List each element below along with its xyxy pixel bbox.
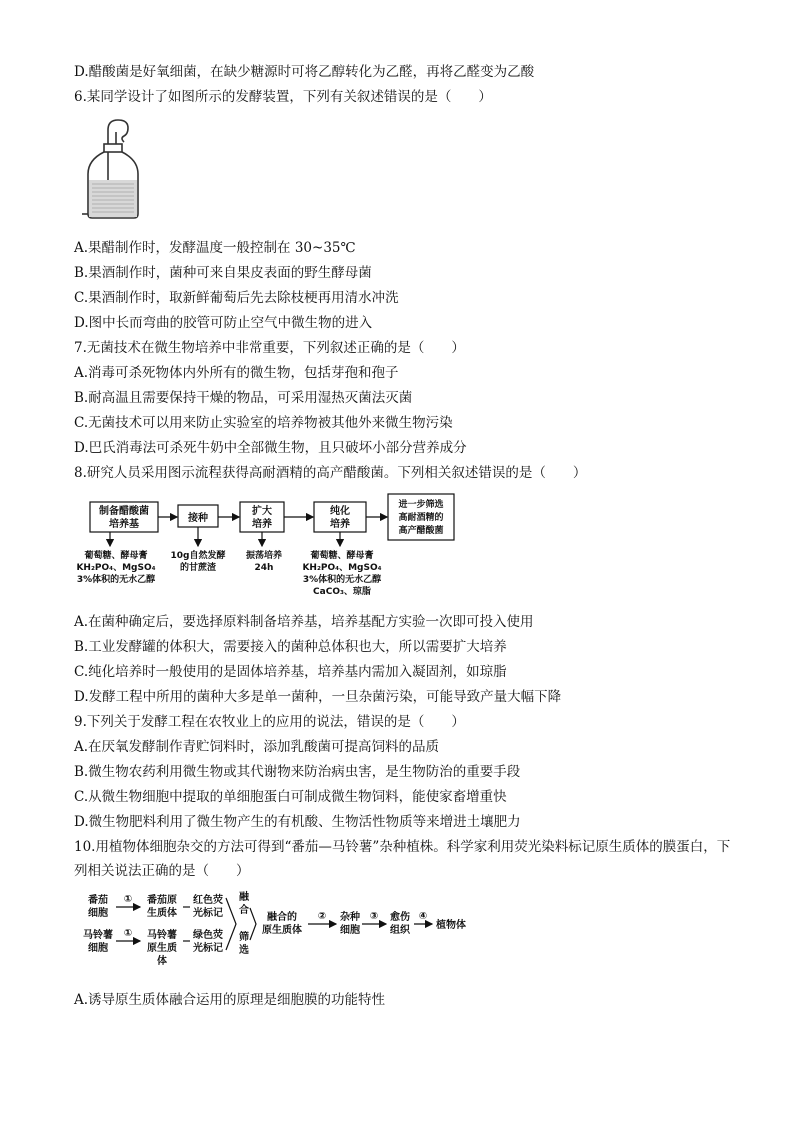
q8-flowchart (76, 492, 460, 608)
box4-label-1: 纯化 (330, 506, 350, 517)
tomato-proto-2: 生质体 (147, 908, 177, 919)
box5-label-3: 高产醋酸菌 (398, 526, 444, 536)
fuse-char-4: 选 (239, 945, 249, 956)
note4-line-1: 葡萄糖、酵母膏 (310, 551, 374, 561)
q8-option-c: C.纯化培养时一般使用的是固体培养基，培养基内需加入凝固剂，如琼脂 (74, 664, 507, 680)
note3-line-1: 振荡培养 (245, 551, 283, 561)
q9-option-c: C.从微生物细胞中提取的单细胞蛋白可制成微生物饲料，能使家畜增重快 (74, 789, 507, 805)
hybrid-cell-1: 杂种 (340, 912, 360, 923)
q8-option-a: A.在菌种确定后，要选择原料制备培养基，培养基配方实验一次即可投入使用 (74, 614, 534, 630)
note4-line-3: 3%体积的无水乙醇 (302, 575, 382, 585)
hybrid-cell-2: 细胞 (340, 925, 360, 936)
green-label-1: 绿色荧 (193, 930, 223, 941)
potato-proto-3: 体 (157, 956, 167, 967)
fused-proto-1: 融合的 (267, 912, 297, 923)
note1-line-1: 葡萄糖、酵母膏 (84, 551, 148, 561)
step4: ④ (418, 911, 428, 922)
box3-label-2: 培养 (252, 519, 272, 530)
box2-label: 接种 (188, 513, 208, 524)
q8-stem: 8.研究人员采用图示流程获得高耐酒精的高产醋酸菌。下列相关叙述错误的是（ ） (74, 465, 587, 481)
box1-label-1: 制备醋酸菌 (99, 506, 149, 517)
q7-option-a: A.消毒可杀死物体内外所有的微生物，包括芽孢和孢子 (74, 365, 399, 381)
q9-option-d: D.微生物肥料利用了微生物产生的有机酸、生物活性物质等来增进土壤肥力 (74, 814, 521, 830)
note3-line-2: 24h (254, 563, 274, 573)
note4-line-4: CaCO₃、琼脂 (313, 587, 371, 597)
potato-cell-1: 马铃薯 (83, 930, 113, 941)
fuse-char-1: 融 (239, 892, 249, 903)
fermentation-liquid (89, 180, 137, 217)
tomato-proto-1: 番茄原 (147, 895, 177, 906)
callus-1: 愈伤 (390, 912, 410, 923)
merge-bracket (226, 898, 236, 950)
potato-proto-2: 原生质 (147, 943, 177, 954)
step1-top: ① (123, 894, 133, 905)
q6-option-b: B.果酒制作时，菌种可来自果皮表面的野生酵母菌 (74, 265, 372, 281)
q8-option-d: D.发酵工程中所用的菌种大多是单一菌种，一旦杂菌污染，可能导致产量大幅下降 (74, 689, 562, 705)
q9-option-a: A.在厌氧发酵制作青贮饲料时，添加乳酸菌可提高饲料的品质 (74, 739, 440, 755)
box4-label-2: 培养 (330, 519, 350, 530)
q9-stem: 9.下列关于发酵工程在农牧业上的应用的说法，错误的是（ ） (74, 714, 465, 730)
step1-bottom: ① (123, 928, 133, 939)
q10-stem: 10.用植物体细胞杂交的方法可得到“番茄—马铃薯”杂种植株。科学家利用荧光染料标记原生质体的膜蛋白，下列相关说法正确的是（ ） (74, 839, 731, 879)
stopper (104, 144, 122, 152)
box1-label-2: 培养基 (109, 519, 139, 530)
box3-label-1: 扩大 (252, 506, 272, 517)
q10-flowchart (80, 888, 466, 978)
red-label-1: 红色荧 (193, 895, 223, 906)
note1-line-2: KH₂PO₄、MgSO₄ (76, 563, 156, 573)
red-label-2: 光标记 (193, 908, 223, 919)
note4-line-2: KH₂PO₄、MgSO₄ (302, 563, 382, 573)
q9-option-b: B.微生物农药利用微生物或其代谢物来防治病虫害，是生物防治的重要手段 (74, 764, 521, 780)
q8-option-b: B.工业发酵罐的体积大，需要接入的菌种总体积也大，所以需要扩大培养 (74, 639, 507, 655)
tomato-cell-1: 番茄 (88, 895, 108, 906)
q6-option-c: C.果酒制作时，取新鲜葡萄后先去除枝梗再用清水冲洗 (74, 290, 399, 306)
step3: ③ (369, 911, 379, 922)
q6-stem: 6.某同学设计了如图所示的发酵装置，下列有关叙述错误的是（ ） (74, 89, 492, 105)
q7-option-c: C.无菌技术可以用来防止实验室的培养物被其他外来微生物污染 (74, 415, 453, 431)
potato-cell-2: 细胞 (88, 943, 108, 954)
fermentation-apparatus-figure (80, 118, 144, 224)
q6-option-d: D.图中长而弯曲的胶管可防止空气中微生物的进入 (74, 315, 373, 331)
q7-option-d: D.巴氏消毒法可杀死牛奶中全部微生物，且只破坏小部分营养成分 (74, 440, 467, 456)
q10-option-a: A.诱导原生质体融合运用的原理是细胞膜的功能特性 (74, 992, 386, 1008)
note2-line-1: 10g自然发酵 (170, 551, 226, 561)
step2: ② (317, 911, 327, 922)
q5-option-d: D.醋酸菌是好氧细菌，在缺少糖源时可将乙醇转化为乙醛，再将乙醛变为乙酸 (74, 64, 535, 80)
fuse-char-3: 筛 (239, 932, 249, 943)
plant-label: 植物体 (436, 920, 466, 931)
potato-proto-1: 马铃薯 (147, 930, 177, 941)
box5-label-1: 进一步筛选 (398, 500, 444, 510)
q6-option-a: A.果醋制作时，发酵温度一般控制在 30~35℃ (74, 240, 356, 256)
note1-line-3: 3%体积的无水乙醇 (76, 575, 156, 585)
tomato-cell-2: 细胞 (88, 908, 108, 919)
fuse-char-2: 合 (239, 905, 249, 916)
note2-line-2: 的甘蔗渣 (179, 563, 217, 573)
callus-2: 组织 (390, 925, 410, 936)
fused-proto-2: 原生质体 (262, 925, 302, 936)
green-label-2: 光标记 (193, 943, 223, 954)
q7-option-b: B.耐高温且需要保持干燥的物品，可采用湿热灭菌法灭菌 (74, 390, 413, 406)
box5-label-2: 高耐酒精的 (398, 513, 444, 523)
q7-stem: 7.无菌技术在微生物培养中非常重要，下列叙述正确的是（ ） (74, 340, 465, 356)
